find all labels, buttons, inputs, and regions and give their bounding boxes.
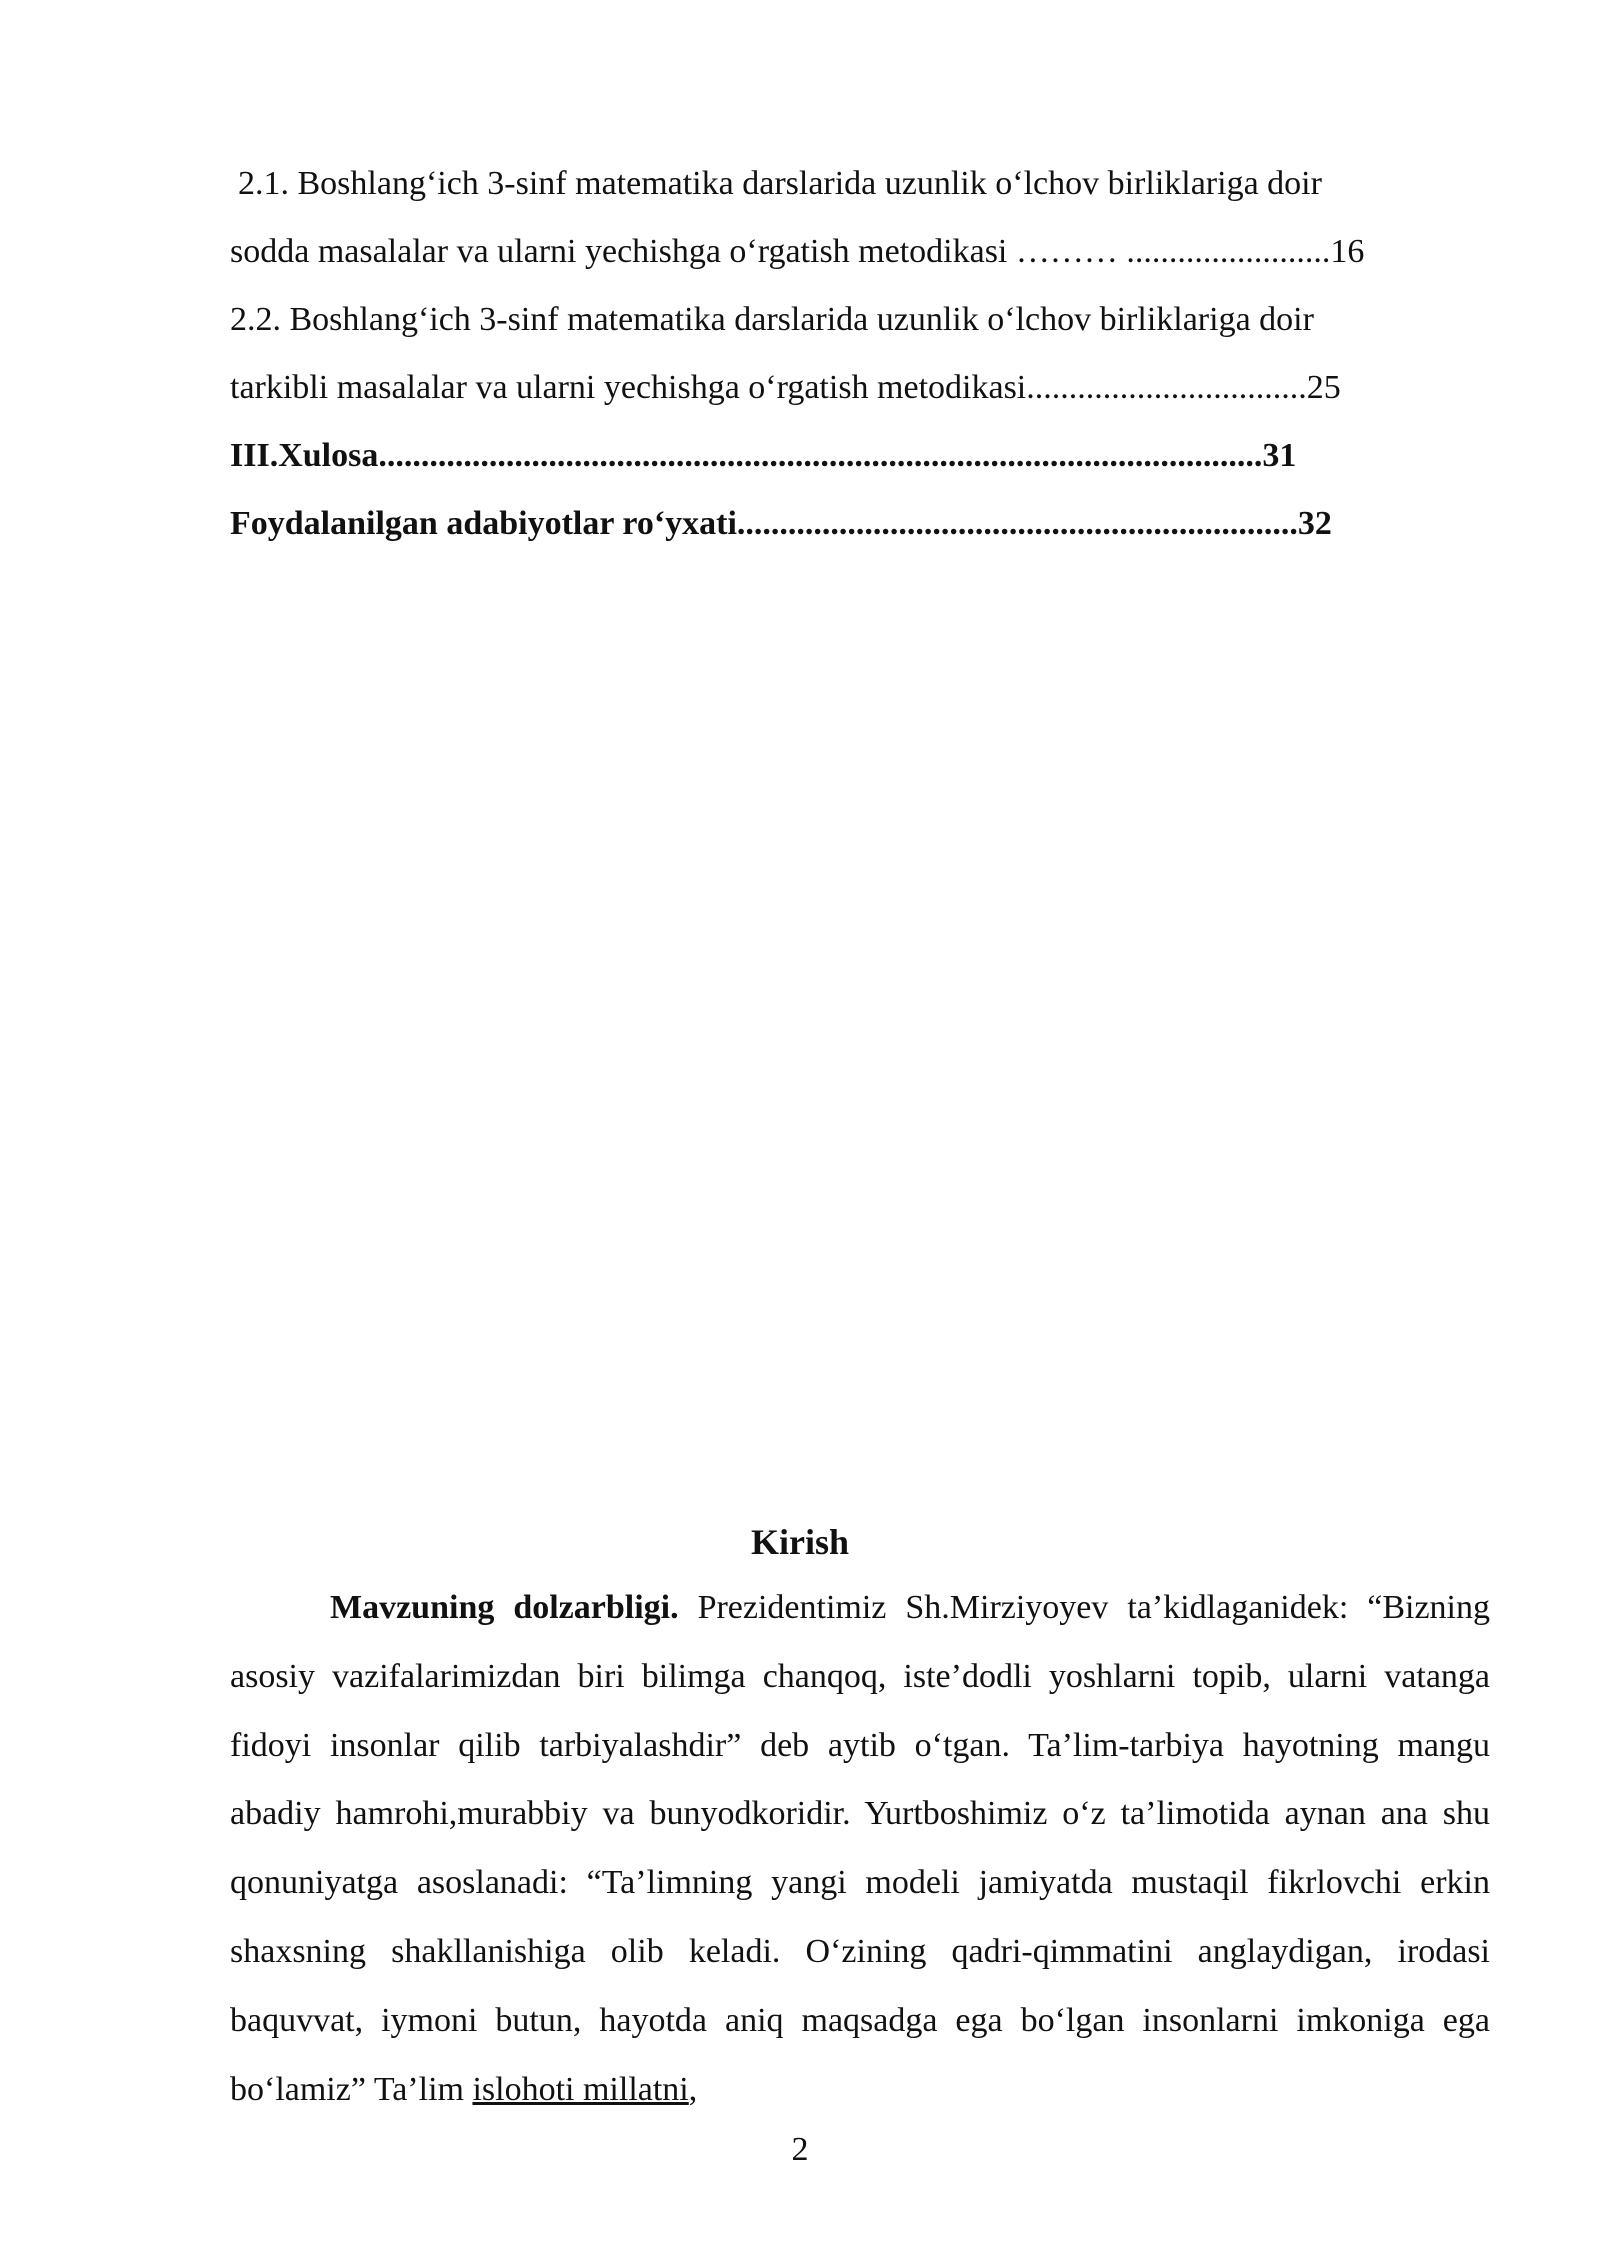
underlined-text: islohoti millatni [472, 2070, 689, 2108]
page-number: 2 [791, 2131, 809, 2168]
paragraph-lead: Mavzuning dolzarbligi. [330, 1589, 679, 1626]
section-heading: Kirish [750, 1522, 849, 1562]
paragraph-text: Prezidentimiz Sh.Mirziyoyev ta’kidlaganidek: “Bizning asosiy vazifalarimizdan biri bilimga chanqoq, iste’dodli yoshlarni topib, ularni vatanga fidoyi insonlar qilib tarbiyalashdir” deb aytib o‘tgan. Ta’lim-tarbiya hayotning mangu abadiy hamrohi,murabbiy va bunyodkoridir. Yurtboshimiz o‘z ta’limotida aynan ana shu qonuniyatga asoslanadi: “Ta’limning yangi modeli jamiyatda mustaqil fikrlovchi erkin shaxsning shakllanishiga olib keladi. O‘zining qadri-qimmatini anglaydigan, irodasi baquvvat, iymoni butun, hayotda aniq maqsadga ega bo‘lgan insonlarni imkoniga ega bo‘lamiz” Ta’lim [230, 1589, 1490, 2108]
intro-paragraph [230, 1574, 1490, 2124]
toc-line: 2.2. Boshlang‘ich 3-sinf matematika darslarida uzunlik o‘lchov birliklariga doir [230, 301, 1314, 338]
toc-entry-references [230, 490, 1490, 558]
toc-line: tarkibli masalalar va ularni yechishga o‘rgatish metodikasi.................................25 [230, 369, 1341, 406]
table-of-contents [230, 150, 1490, 558]
toc-entry-xulosa [230, 422, 1490, 490]
toc-line: sodda masalalar va ularni yechishga o‘rgatish metodikasi ……… ........................16 [230, 233, 1365, 270]
toc-line: 2.1. Boshlang‘ich 3-sinf matematika darslarida uzunlik o‘lchov birliklariga doir [238, 165, 1322, 202]
toc-line: III.Xulosa........................................................................................................31 [230, 437, 1297, 474]
toc-line: Foydalanilgan adabiyotlar ro‘yxati..................................................................32 [230, 505, 1332, 542]
paragraph-tail: , [688, 2070, 698, 2108]
toc-entry-2-2 [230, 286, 1490, 422]
toc-entry-2-1 [230, 150, 1490, 286]
